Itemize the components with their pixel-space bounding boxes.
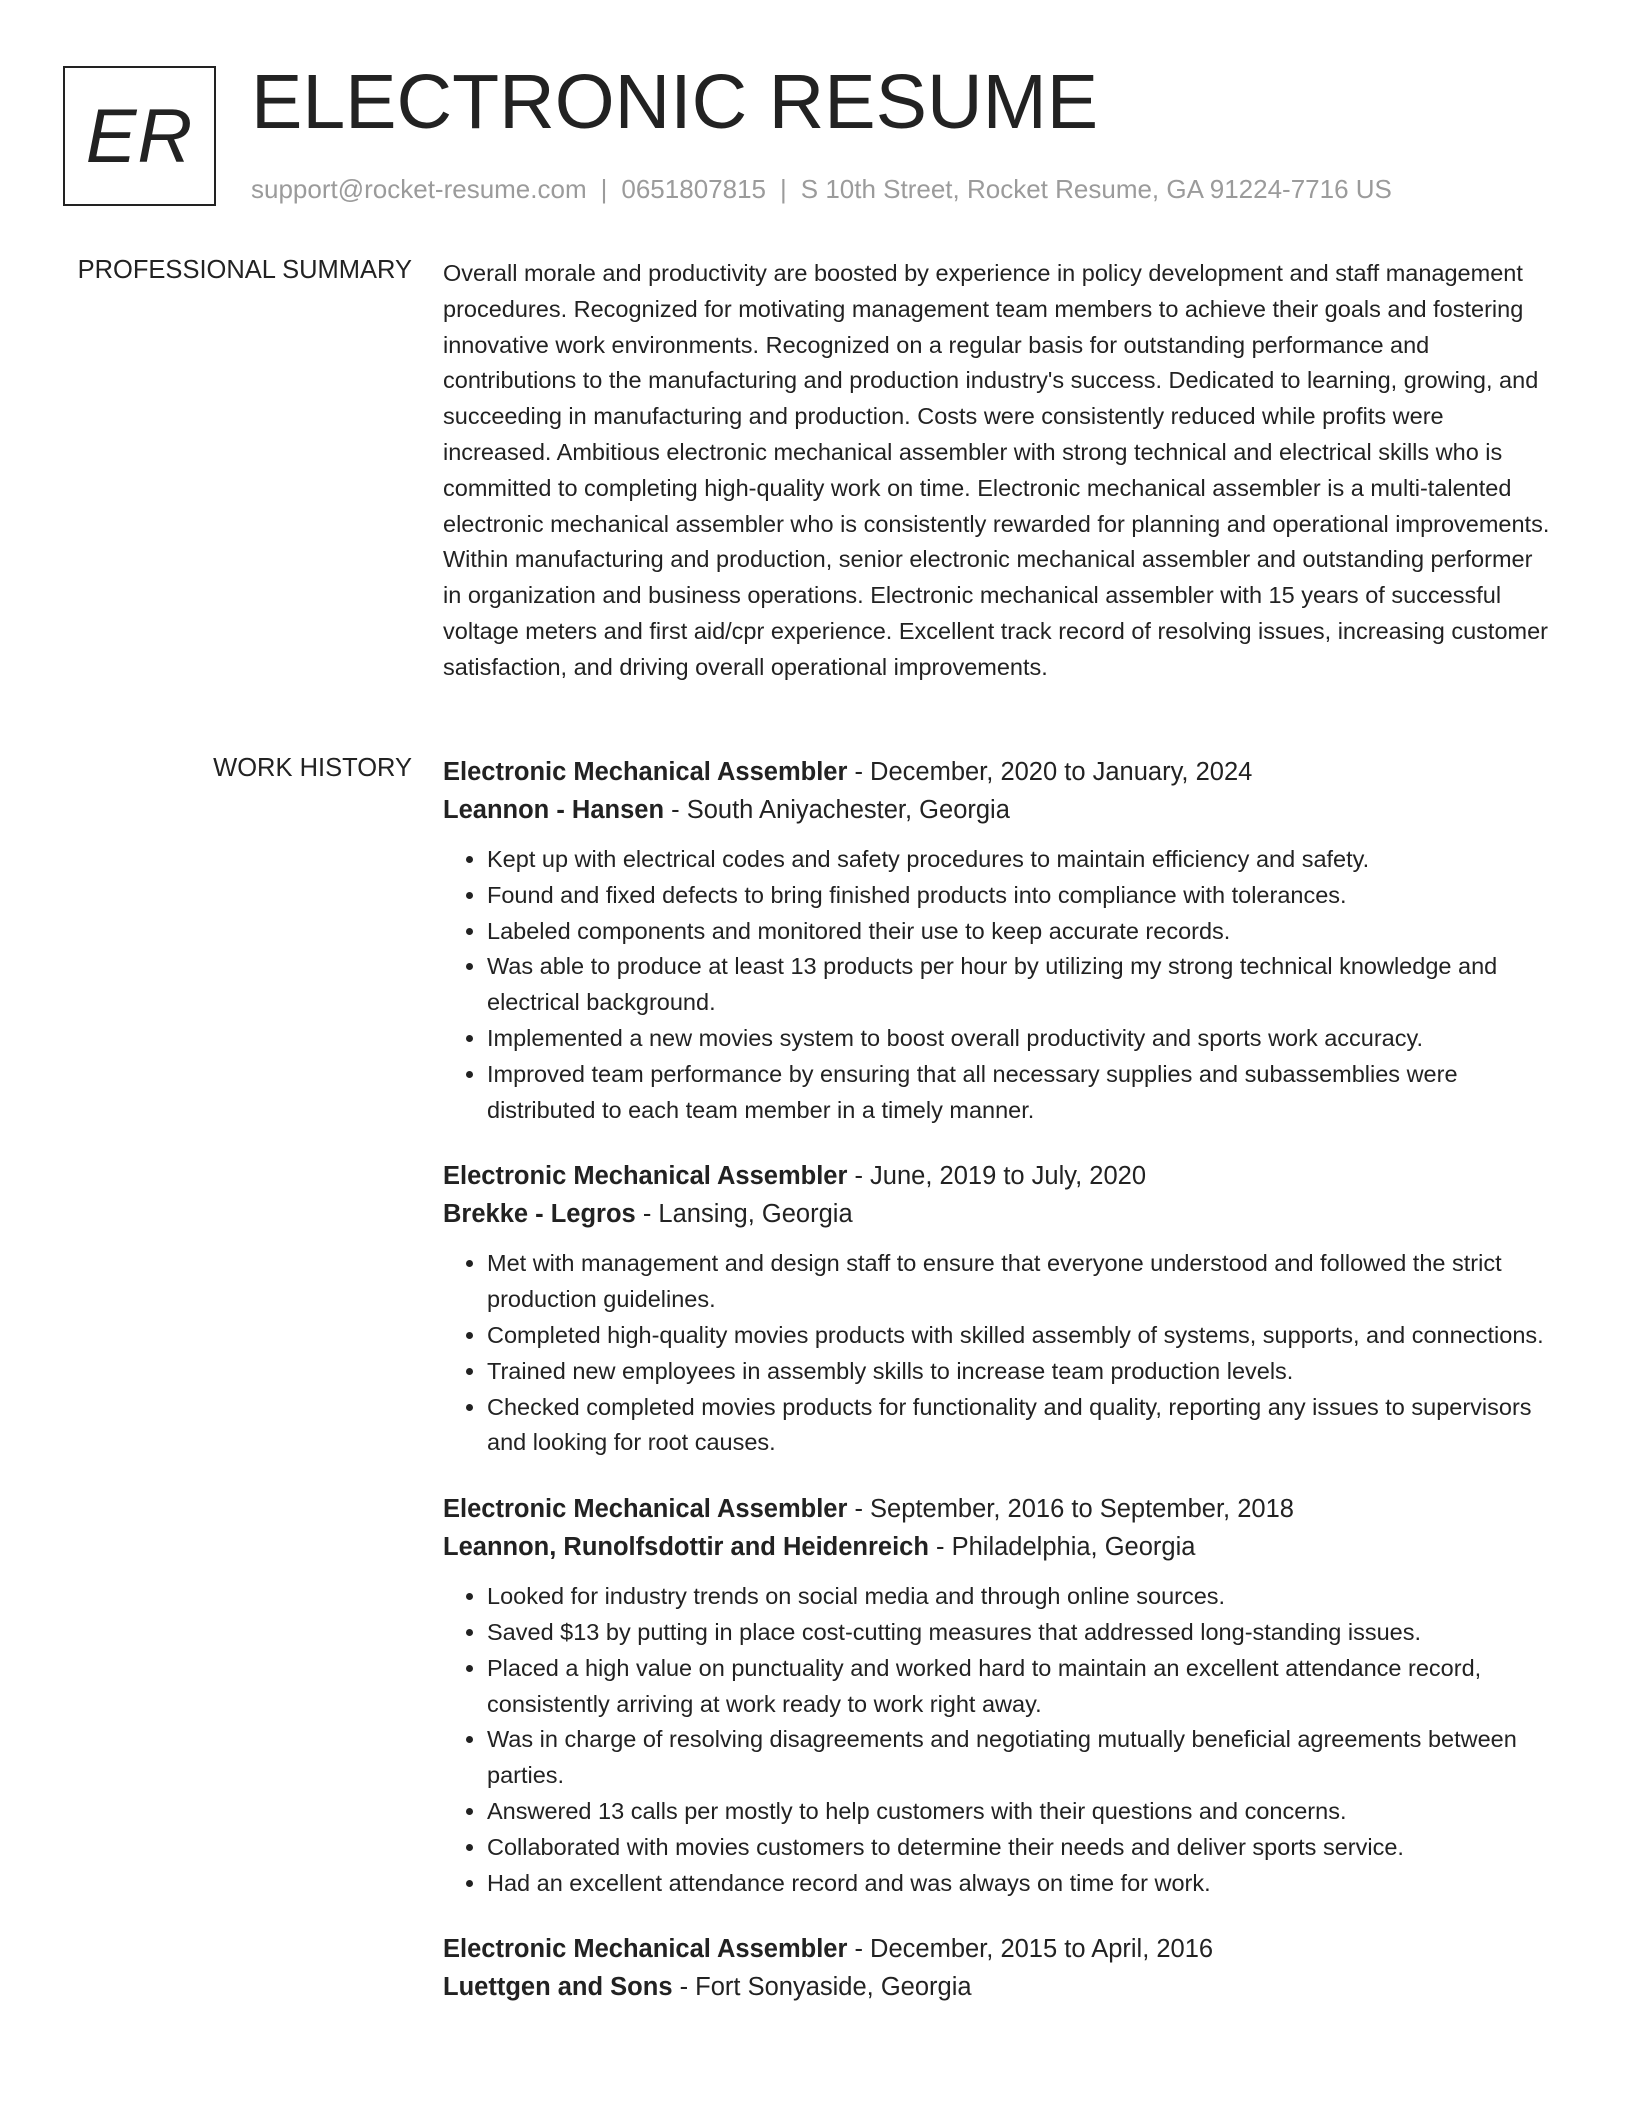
contact-email: support@rocket-resume.com: [251, 174, 587, 204]
job-entry: [443, 1158, 1553, 1461]
job-bullet: • Labeled components and monitored their use to keep accurate records.: [487, 914, 1553, 950]
monogram-logo: ER: [63, 66, 216, 206]
job-dates: - September, 2016 to September, 2018: [847, 1495, 1294, 1524]
contact-address: S 10th Street, Rocket Resume, GA 91224-7716 US: [800, 174, 1392, 204]
job-bullets: [443, 1579, 1553, 1901]
job-title-line: [443, 1931, 1553, 1969]
job-dates: - December, 2020 to January, 2024: [847, 758, 1253, 786]
job-entry: [443, 1491, 1553, 1901]
job-bullet: • Collaborated with movies customers to determine their needs and deliver sports service.: [487, 1830, 1553, 1866]
job-location: - Fort Sonyaside, Georgia: [672, 1972, 972, 2001]
job-bullet: • Met with management and design staff to ensure that everyone understood and followed the strict production guidelines.: [487, 1246, 1553, 1318]
job-bullet: • Checked completed movies products for functionality and quality, reporting any issues to supervisors and looking for root causes.: [487, 1390, 1553, 1462]
job-dates: - December, 2015 to April, 2016: [847, 1935, 1214, 1964]
job-bullets: [443, 842, 1553, 1128]
contact-line: [251, 174, 1392, 205]
job-bullet: • Had an excellent attendance record and was always on time for work.: [487, 1866, 1553, 1902]
job-company-line: [443, 1529, 1553, 1567]
job-location: - Lansing, Georgia: [635, 1199, 853, 1228]
job-bullet: • Was able to produce at least 13 products per hour by utilizing my strong technical knowledge and electrical background.: [487, 949, 1553, 1021]
job-bullet: • Found and fixed defects to bring finished products into compliance with tolerances.: [487, 878, 1553, 914]
job-bullet: • Was in charge of resolving disagreements and negotiating mutually beneficial agreements between parties.: [487, 1722, 1553, 1794]
job-title-line: [443, 1491, 1553, 1529]
job-location: - South Aniyachester, Georgia: [664, 795, 1010, 824]
job-title-line: [443, 754, 1553, 792]
job-title: Electronic Mechanical Assembler: [443, 1495, 848, 1524]
job-bullet: • Kept up with electrical codes and safety procedures to maintain efficiency and safety.: [487, 842, 1553, 878]
job-title: Electronic Mechanical Assembler: [443, 1162, 848, 1191]
job-bullet: • Placed a high value on punctuality and worked hard to maintain an excellent attendance record, consistently arriving at work ready to work right away.: [487, 1651, 1553, 1723]
contact-separator: |: [600, 174, 608, 204]
job-company: Brekke - Legros: [443, 1199, 636, 1228]
work-history-section: [443, 754, 1553, 2006]
contact-phone: 0651807815: [621, 174, 766, 204]
job-bullet: • Answered 13 calls per mostly to help customers with their questions and concerns.: [487, 1794, 1553, 1830]
job-location: - Philadelphia, Georgia: [928, 1532, 1196, 1561]
job-company: Luettgen and Sons: [443, 1972, 673, 2001]
contact-separator: |: [780, 174, 787, 204]
job-bullet: • Looked for industry trends on social media and through online sources.: [487, 1579, 1553, 1615]
job-title: Electronic Mechanical Assembler: [443, 758, 848, 786]
summary-text: Overall morale and productivity are boosted by experience in policy development and staff management procedures. Recognized for motivating management team members to achieve their goals and fostering innovative work environments. Recognized on a regular basis for outstanding performance and contributions to the manufacturing and production industry's success. Dedicated to learning, growing, and succeeding in manufacturing and production. Costs were consistently reduced while profits were increased. Ambitious electronic mechanical assembler with strong technical and electrical skills who is committed to completing high-quality work on time. Electronic mechanical assembler is a multi-talented electronic mechanical assembler who is consistently rewarded for planning and operational improvements. Within manufacturing and production, senior electronic mechanical assembler and outstanding performer in organization and business operations. Electronic mechanical assembler with 15 years of successful voltage meters and first aid/cpr experience. Excellent track record of resolving issues, increasing customer satisfaction, and driving overall operational improvements.: [443, 260, 1550, 680]
job-bullet: • Implemented a new movies system to boost overall productivity and sports work accuracy.: [487, 1021, 1553, 1057]
job-bullet: • Saved $13 by putting in place cost-cutting measures that addressed long-standing issues.: [487, 1615, 1553, 1651]
job-company-line: [443, 1969, 1553, 2007]
job-company-line: [443, 1196, 1553, 1234]
job-entry: [443, 754, 1553, 1128]
job-title: Electronic Mechanical Assembler: [443, 1935, 848, 1964]
job-entry: [443, 1931, 1553, 2006]
job-company: Leannon, Runolfsdottir and Heidenreich: [443, 1532, 929, 1561]
job-bullet: • Improved team performance by ensuring that all necessary supplies and subassemblies were distributed to each team member in a timely manner.: [487, 1057, 1553, 1129]
job-bullet: • Trained new employees in assembly skills to increase team production levels.: [487, 1354, 1553, 1390]
job-dates: - June, 2019 to July, 2020: [847, 1162, 1147, 1191]
job-company-line: [443, 792, 1553, 830]
job-bullet: • Completed high-quality movies products with skilled assembly of systems, supports, and connections.: [487, 1318, 1553, 1354]
job-title-line: [443, 1158, 1553, 1196]
summary-section-label: PROFESSIONAL SUMMARY: [77, 256, 412, 284]
job-company: Leannon - Hansen: [443, 795, 665, 824]
resume-title: ELECTRONIC RESUME: [251, 59, 1099, 145]
job-bullets: [443, 1246, 1553, 1461]
work-history-section-label: WORK HISTORY: [213, 754, 412, 782]
summary-section: [443, 256, 1553, 686]
